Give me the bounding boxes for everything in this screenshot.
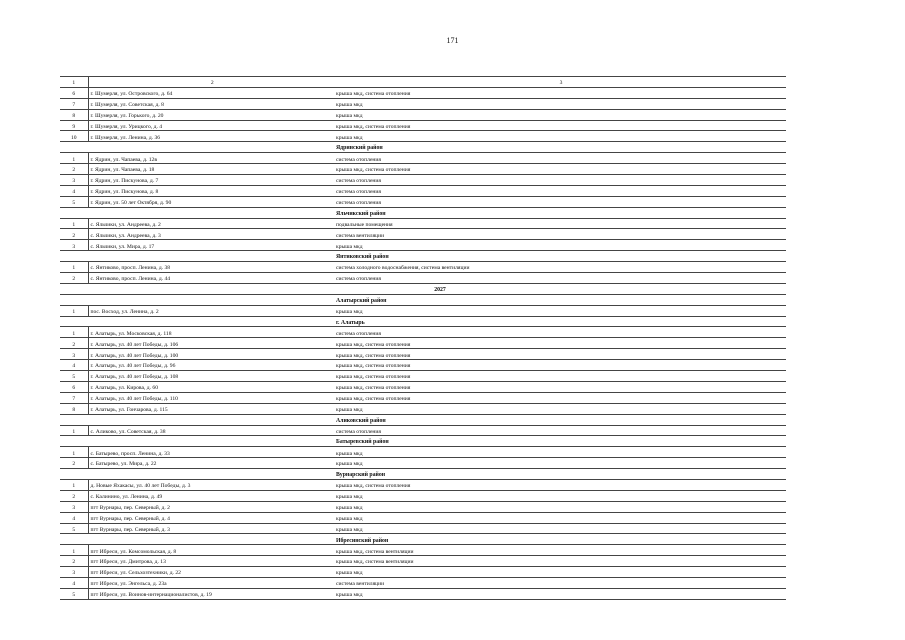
table-row (60, 240, 786, 251)
row-address: с. Яльчики, ул. Мира, д. 17 (88, 240, 334, 251)
year-heading: 2027 (334, 283, 786, 294)
row-number: 4 (60, 360, 88, 371)
table-row (60, 512, 786, 523)
district-heading-row (60, 316, 786, 327)
row-address: г. Шумерля, ул. Горького, д. 20 (88, 109, 334, 120)
row-work-type: система отопления (334, 153, 786, 164)
row-address: г. Шумерля, ул. Урицкого, д. 4 (88, 120, 334, 131)
row-work-type: крыша мкд (334, 501, 786, 512)
row-address: с. Аликово, ул. Советская, д. 38 (88, 425, 334, 436)
row-number: 1 (60, 545, 88, 556)
table-row (60, 109, 786, 120)
heading-spacer (88, 142, 334, 153)
row-address: с. Янтиково, просп. Ленина, д. 38 (88, 262, 334, 273)
row-address: с. Яльчики, ул. Андреева, д. 3 (88, 229, 334, 240)
row-work-type: крыша мкд (334, 512, 786, 523)
row-work-type: крыша мкд, система отопления (334, 392, 786, 403)
row-work-type: крыша мкд (334, 403, 786, 414)
row-number: 1 (60, 479, 88, 490)
table-row (60, 273, 786, 284)
district-heading-row (60, 251, 786, 262)
row-number: 10 (60, 131, 88, 142)
table-row (60, 131, 786, 142)
district-heading-row (60, 414, 786, 425)
row-number: 1 (60, 153, 88, 164)
row-address: г. Алатырь, ул. 40 лет Победы, д. 106 (88, 338, 334, 349)
row-number: 5 (60, 196, 88, 207)
row-address: пгт Ибреси, ул. Комсомольская, д. 8 (88, 545, 334, 556)
heading-spacer (88, 251, 334, 262)
row-work-type: система холодного водоснабжения, система вентиляции (334, 262, 786, 273)
header-col-1: 1 (60, 77, 88, 88)
table-row (60, 381, 786, 392)
row-address: г. Алатырь, ул. 40 лет Победы, д. 100 (88, 349, 334, 360)
row-number: 2 (60, 164, 88, 175)
district-heading-row (60, 534, 786, 545)
district-heading-row (60, 142, 786, 153)
table-row (60, 305, 786, 316)
repair-register-table (60, 76, 786, 600)
row-work-type: крыша мкд, система отопления (334, 360, 786, 371)
row-number: 1 (60, 327, 88, 338)
row-address: г. Алатырь, ул. Кирова, д. 60 (88, 381, 334, 392)
heading-spacer (60, 251, 88, 262)
row-number: 6 (60, 381, 88, 392)
district-heading: Алатырский район (334, 294, 786, 305)
row-work-type: крыша мкд (334, 98, 786, 109)
table-row (60, 360, 786, 371)
row-work-type: крыша мкд (334, 588, 786, 599)
row-work-type: крыша мкд (334, 458, 786, 469)
row-address: пгт Ибреси, ул. Сельхозтехники, д. 22 (88, 567, 334, 578)
row-address: пгт Вурнары, пер. Северный, д. 3 (88, 523, 334, 534)
table-row (60, 545, 786, 556)
table-row (60, 523, 786, 534)
row-address: с. Яльчики, ул. Андреева, д. 2 (88, 218, 334, 229)
heading-spacer (88, 316, 334, 327)
row-number: 1 (60, 447, 88, 458)
heading-spacer (88, 294, 334, 305)
district-heading: г. Алатырь (334, 316, 786, 327)
row-number: 2 (60, 458, 88, 469)
table-row (60, 164, 786, 175)
row-address: пгт Вурнары, пер. Северный, д. 4 (88, 512, 334, 523)
heading-spacer (60, 283, 88, 294)
year-heading-row (60, 283, 786, 294)
table-row (60, 425, 786, 436)
row-work-type: система отопления (334, 196, 786, 207)
row-number: 7 (60, 98, 88, 109)
district-heading: Яльчикский район (334, 207, 786, 218)
row-work-type: крыша мкд (334, 305, 786, 316)
row-number: 1 (60, 218, 88, 229)
row-address: пос. Восход, ул. Ленина, д. 2 (88, 305, 334, 316)
table-row (60, 490, 786, 501)
row-address: г. Алатырь, ул. Московская, д. 118 (88, 327, 334, 338)
page-number: 171 (446, 36, 459, 45)
row-number: 2 (60, 338, 88, 349)
heading-spacer (88, 283, 334, 294)
district-heading: Аликовский район (334, 414, 786, 425)
row-work-type: система отопления (334, 327, 786, 338)
table-row (60, 185, 786, 196)
row-work-type: крыша мкд (334, 490, 786, 501)
row-work-type: крыша мкд (334, 523, 786, 534)
row-number: 2 (60, 273, 88, 284)
row-address: д. Новые Яхакасы, ул. 40 лет Победы, д. 3 (88, 479, 334, 490)
table-row (60, 338, 786, 349)
row-work-type: система отопления (334, 273, 786, 284)
row-number: 1 (60, 425, 88, 436)
row-number: 3 (60, 567, 88, 578)
table-row (60, 175, 786, 186)
table-row (60, 447, 786, 458)
heading-spacer (60, 469, 88, 480)
row-address: г. Шумерля, ул. Советская, д. 8 (88, 98, 334, 109)
row-work-type: крыша мкд (334, 567, 786, 578)
row-work-type: крыша мкд (334, 131, 786, 142)
row-address: с. Янтиково, просп. Ленина, д. 44 (88, 273, 334, 284)
heading-spacer (88, 414, 334, 425)
table-row (60, 196, 786, 207)
row-number: 3 (60, 240, 88, 251)
table-row (60, 392, 786, 403)
row-work-type: подвальные помещения (334, 218, 786, 229)
row-work-type: система отопления (334, 175, 786, 186)
row-work-type: система вентиляции (334, 577, 786, 588)
row-address: г. Алатырь, ул. 40 лет Победы, д. 110 (88, 392, 334, 403)
heading-spacer (60, 207, 88, 218)
row-work-type: крыша мкд, система вентиляции (334, 545, 786, 556)
row-work-type: крыша мкд, система отопления (334, 120, 786, 131)
table-row (60, 98, 786, 109)
header-col-3: 3 (334, 77, 786, 88)
district-heading: Ядринский район (334, 142, 786, 153)
table-row (60, 458, 786, 469)
table-body (60, 77, 786, 600)
row-address: г. Шумерля, ул. Ленина, д. 36 (88, 131, 334, 142)
row-number: 4 (60, 577, 88, 588)
row-work-type: крыша мкд (334, 109, 786, 120)
row-work-type: крыша мкд, система отопления (334, 479, 786, 490)
table-row (60, 567, 786, 578)
row-work-type: крыша мкд, система отопления (334, 87, 786, 98)
row-number: 5 (60, 371, 88, 382)
heading-spacer (88, 207, 334, 218)
row-work-type: крыша мкд, система отопления (334, 381, 786, 392)
row-number: 2 (60, 229, 88, 240)
heading-spacer (88, 436, 334, 447)
heading-spacer (60, 294, 88, 305)
table-row (60, 501, 786, 512)
row-address: г. Алатырь, ул. 40 лет Победы, д. 96 (88, 360, 334, 371)
row-address: с. Калинино, ул. Ленина, д. 49 (88, 490, 334, 501)
table-row (60, 153, 786, 164)
row-number: 4 (60, 185, 88, 196)
row-number: 4 (60, 512, 88, 523)
row-address: пгт Ибреси, ул. Энгельса, д. 23а (88, 577, 334, 588)
district-heading-row (60, 436, 786, 447)
heading-spacer (60, 414, 88, 425)
table-row (60, 479, 786, 490)
district-heading: Янтиковский район (334, 251, 786, 262)
row-number: 9 (60, 120, 88, 131)
row-work-type: крыша мкд, система отопления (334, 349, 786, 360)
table-row (60, 349, 786, 360)
row-number: 8 (60, 109, 88, 120)
row-work-type: крыша мкд, система отопления (334, 338, 786, 349)
heading-spacer (60, 534, 88, 545)
row-address: г. Ядрин, ул. Пискунова, д. 8 (88, 185, 334, 196)
row-address: пгт Ибреси, ул. Дмитрова, д. 13 (88, 556, 334, 567)
row-address: г. Ядрин, ул. Пискунова, д. 7 (88, 175, 334, 186)
table-row (60, 229, 786, 240)
row-address: г. Алатырь, ул. 40 лет Победы, д. 108 (88, 371, 334, 382)
table-row (60, 588, 786, 599)
row-number: 7 (60, 392, 88, 403)
heading-spacer (88, 534, 334, 545)
row-address: пгт Ибреси, ул. Воинов-интернационалистов, д. 19 (88, 588, 334, 599)
table-row (60, 371, 786, 382)
table-header-row (60, 77, 786, 88)
district-heading: Батыревский район (334, 436, 786, 447)
row-work-type: система отопления (334, 425, 786, 436)
row-work-type: крыша мкд, система отопления (334, 371, 786, 382)
header-col-2: 2 (88, 77, 334, 88)
row-number: 1 (60, 262, 88, 273)
table-row (60, 120, 786, 131)
table-row (60, 87, 786, 98)
district-heading-row (60, 469, 786, 480)
row-number: 8 (60, 403, 88, 414)
heading-spacer (60, 316, 88, 327)
row-number: 2 (60, 556, 88, 567)
row-address: с. Батырево, ул. Мира, д. 22 (88, 458, 334, 469)
row-address: пгт Вурнары, пер. Северный, д. 2 (88, 501, 334, 512)
district-heading-row (60, 294, 786, 305)
district-heading-row (60, 207, 786, 218)
table-row (60, 556, 786, 567)
district-heading: Ибресинский район (334, 534, 786, 545)
row-work-type: крыша мкд, система отопления (334, 164, 786, 175)
table-row (60, 262, 786, 273)
table-row (60, 577, 786, 588)
row-number: 3 (60, 501, 88, 512)
heading-spacer (60, 436, 88, 447)
row-number: 1 (60, 305, 88, 316)
table-row (60, 218, 786, 229)
row-number: 3 (60, 175, 88, 186)
row-work-type: система отопления (334, 185, 786, 196)
row-work-type: крыша мкд (334, 240, 786, 251)
table-row (60, 403, 786, 414)
row-number: 5 (60, 523, 88, 534)
row-work-type: система вентиляции (334, 229, 786, 240)
row-address: г. Ядрин, ул. 50 лет Октября, д. 90 (88, 196, 334, 207)
district-heading: Вурнарский район (334, 469, 786, 480)
row-work-type: крыша мкд (334, 447, 786, 458)
row-number: 3 (60, 349, 88, 360)
row-work-type: крыша мкд, система вентиляции (334, 556, 786, 567)
table-row (60, 327, 786, 338)
heading-spacer (88, 469, 334, 480)
row-address: с. Батырево, просп. Ленина, д. 33 (88, 447, 334, 458)
row-address: г. Алатырь, ул. Гончарова, д. 115 (88, 403, 334, 414)
row-number: 2 (60, 490, 88, 501)
row-address: г. Шумерля, ул. Островского, д. 64 (88, 87, 334, 98)
row-address: г. Ядрин, ул. Чапаева, д. 12в (88, 153, 334, 164)
heading-spacer (60, 142, 88, 153)
row-number: 6 (60, 87, 88, 98)
row-address: г. Ядрин, ул. Чапаева, д. 18 (88, 164, 334, 175)
row-number: 5 (60, 588, 88, 599)
